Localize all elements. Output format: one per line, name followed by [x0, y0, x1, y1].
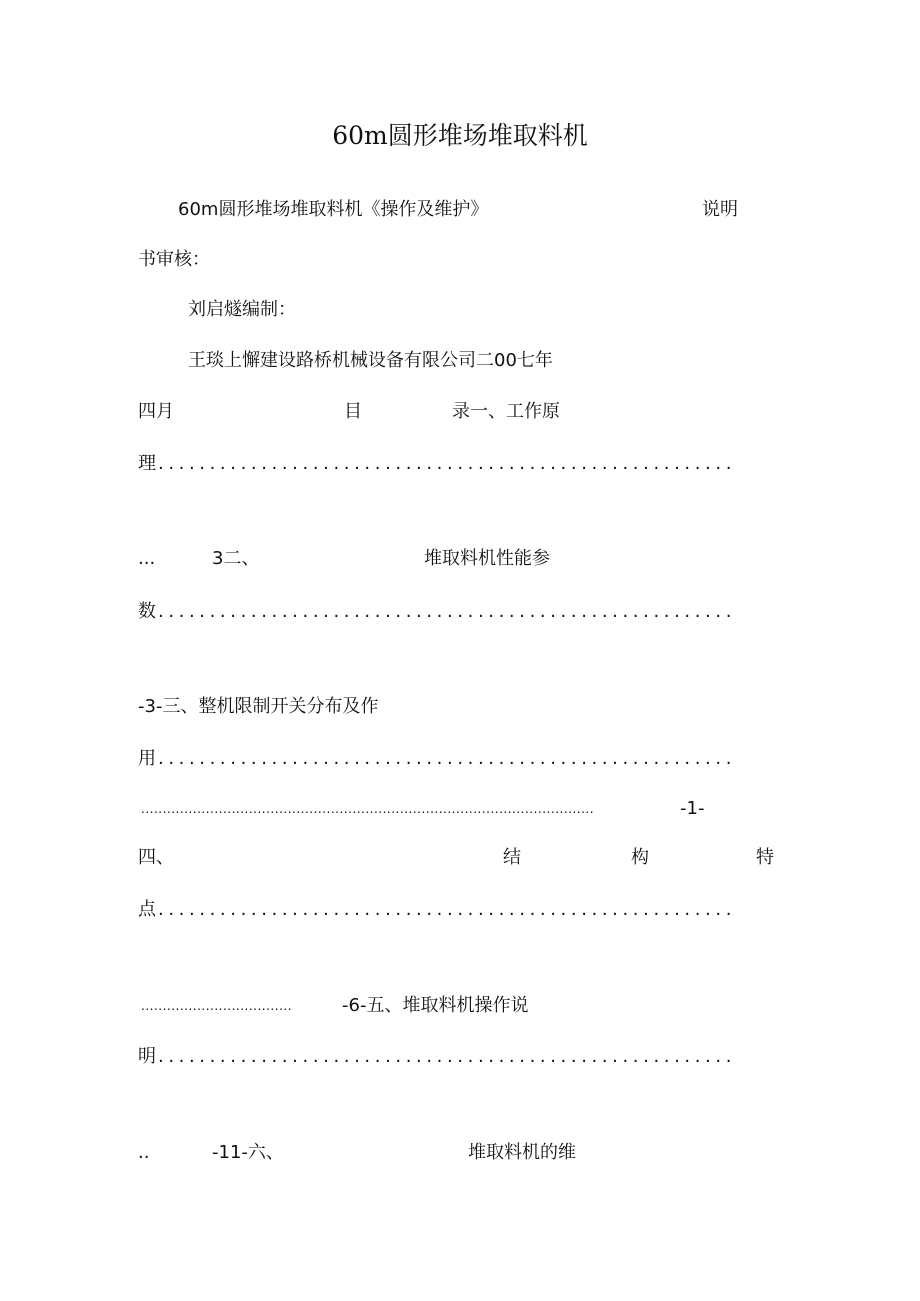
toc-entry-4-start: 四、 — [138, 847, 174, 868]
toc-leader-1: ........................................................ — [158, 453, 737, 474]
subtitle-text: 60m圆形堆场堆取料机《操作及维护》 — [178, 199, 489, 220]
toc-leader-2: ........................................................ — [158, 601, 737, 622]
toc-leader-4: ........................................................ — [158, 899, 737, 920]
toc-entry-2-start: 3二、 — [212, 548, 260, 569]
toc-entry-4-char3: 特 — [756, 847, 774, 868]
toc-entry-6-start: -11-六、 — [212, 1142, 284, 1163]
toc-entry-3-end: 用 — [138, 748, 156, 769]
toc-leader-5: ........................................................ — [158, 1046, 737, 1067]
date-month: 四月 — [138, 401, 174, 422]
toc-entry-2-title: 堆取料机性能参 — [424, 548, 550, 569]
toc-heading-mu: 目 — [344, 401, 362, 422]
toc-entry-4-char1: 结 — [503, 847, 521, 868]
toc-leader-1-tail: ... — [138, 548, 156, 569]
reviewer-line: 书审核： — [138, 249, 210, 270]
toc-page-number-3: -1- — [680, 798, 705, 819]
toc-entry-2-end: 数 — [138, 601, 156, 622]
toc-leader-3b: ......................................................................................................... — [141, 802, 595, 816]
subtitle-suffix: 说明 — [702, 199, 738, 220]
toc-entry-4-end: 点 — [138, 899, 156, 920]
document-title: 60m圆形堆场堆取料机 — [332, 121, 588, 150]
toc-leader-5-tail: .. — [138, 1142, 150, 1163]
company-line: 王琰上懈建设路桥机械设备有限公司二00七年 — [188, 350, 553, 371]
toc-entry-3-start: -3-三、整机限制开关分布及作 — [138, 696, 379, 717]
toc-entry-5-start: -6-五、堆取料机操作说 — [342, 995, 529, 1016]
toc-entry-6-title: 堆取料机的维 — [468, 1142, 576, 1163]
toc-entry-1-end: 理 — [138, 453, 156, 474]
toc-entry-1-start: 录一、工作原 — [452, 401, 560, 422]
editor-line: 刘启燧编制： — [188, 299, 296, 320]
toc-leader-4b: ................................... — [141, 999, 293, 1013]
toc-entry-5-end: 明 — [138, 1046, 156, 1067]
toc-leader-3: ........................................................ — [158, 748, 737, 769]
toc-entry-4-char2: 构 — [631, 847, 649, 868]
